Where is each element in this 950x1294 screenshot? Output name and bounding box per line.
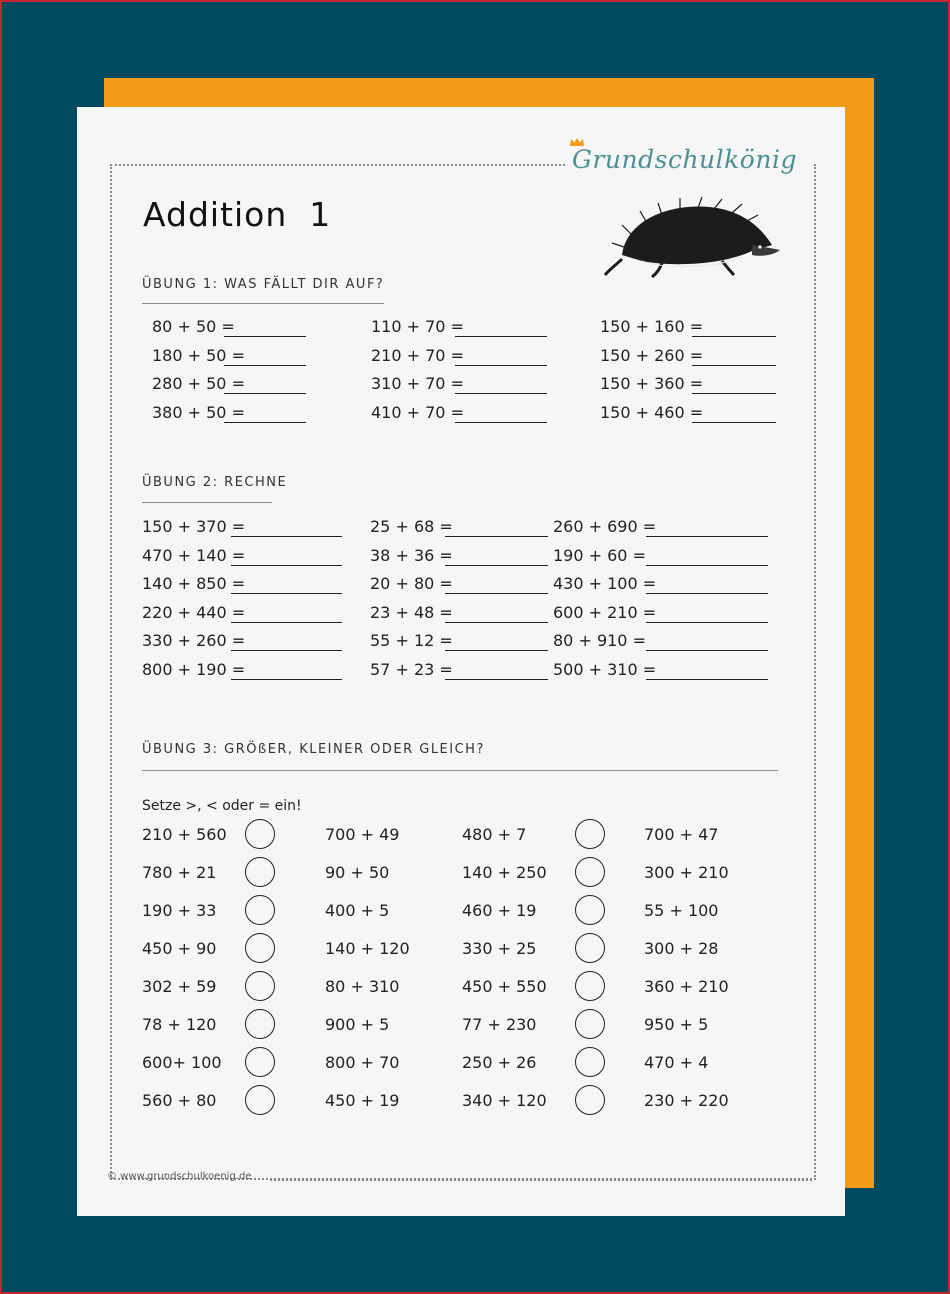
task-expression: 150 + 160 =: [600, 317, 704, 336]
task-expression: 900 + 5: [325, 1015, 390, 1034]
exercise-3-underline: [142, 770, 778, 771]
exercise-3-heading: ÜBUNG 3: GRÖßER, KLEINER ODER GLEICH?: [142, 742, 485, 757]
answer-line[interactable]: [445, 622, 548, 623]
task-expression: 140 + 250: [462, 863, 547, 882]
task-expression: 57 + 23 =: [370, 659, 453, 679]
answer-line[interactable]: [646, 679, 768, 680]
task-expression: 800 + 190 =: [142, 659, 246, 679]
task-expression: 450 + 550: [462, 977, 547, 996]
answer-line[interactable]: [692, 336, 776, 337]
answer-line[interactable]: [692, 422, 776, 423]
task-expression: 80 + 310: [325, 977, 400, 996]
comparison-circle[interactable]: [575, 819, 605, 849]
answer-line[interactable]: [231, 679, 342, 680]
task-expression: 150 + 460 =: [600, 402, 704, 422]
comparison-circle[interactable]: [575, 933, 605, 963]
answer-line[interactable]: [231, 650, 342, 651]
answer-line[interactable]: [231, 536, 342, 537]
task-expression: 180 + 50 =: [152, 345, 245, 365]
comparison-circle[interactable]: [245, 857, 275, 887]
task-expression: 600+ 100: [142, 1053, 222, 1072]
task-expression: 360 + 210: [644, 977, 729, 996]
worksheet-page: [77, 107, 845, 1216]
answer-line[interactable]: [445, 679, 548, 680]
comparison-circle[interactable]: [245, 1085, 275, 1115]
comparison-circle[interactable]: [245, 971, 275, 1001]
answer-line[interactable]: [445, 565, 548, 566]
task-expression: 470 + 140 =: [142, 545, 246, 565]
task-expression: 600 + 210 =: [553, 602, 657, 622]
task-expression: 300 + 28: [644, 939, 719, 958]
task-expression: 55 + 100: [644, 901, 719, 920]
title-word: Addition: [143, 195, 288, 234]
task-expression: 150 + 360 =: [600, 374, 704, 393]
task-expression: 780 + 21: [142, 863, 217, 882]
answer-line[interactable]: [224, 336, 306, 337]
answer-line[interactable]: [455, 393, 547, 394]
task-expression: 800 + 70: [325, 1053, 400, 1072]
answer-line[interactable]: [231, 565, 342, 566]
comparison-circle[interactable]: [245, 1047, 275, 1077]
task-expression: 470 + 4: [644, 1053, 709, 1072]
task-expression: 340 + 120: [462, 1091, 547, 1110]
task-expression: 250 + 26: [462, 1053, 537, 1072]
title-number: 1: [309, 195, 332, 234]
task-expression: 140 + 850 =: [142, 574, 246, 593]
answer-line[interactable]: [445, 650, 548, 651]
task-expression: 90 + 50: [325, 863, 390, 882]
task-expression: 310 + 70 =: [371, 374, 464, 393]
answer-line[interactable]: [646, 536, 768, 537]
exercise-3-instruction: Setze >, < oder = ein!: [142, 798, 302, 814]
answer-line[interactable]: [224, 365, 306, 366]
task-expression: 190 + 60 =: [553, 545, 646, 565]
comparison-circle[interactable]: [575, 895, 605, 925]
answer-line[interactable]: [455, 336, 547, 337]
answer-line[interactable]: [646, 565, 768, 566]
comparison-circle[interactable]: [575, 971, 605, 1001]
task-expression: 20 + 80 =: [370, 574, 453, 593]
task-expression: 560 + 80: [142, 1091, 217, 1110]
task-expression: 330 + 25: [462, 939, 537, 958]
exercise-2-heading: ÜBUNG 2: RECHNE: [142, 475, 288, 490]
task-expression: 500 + 310 =: [553, 659, 657, 679]
task-expression: 38 + 36 =: [370, 545, 453, 565]
task-expression: 55 + 12 =: [370, 631, 453, 650]
task-expression: 25 + 68 =: [370, 517, 453, 536]
task-expression: 23 + 48 =: [370, 602, 453, 622]
task-expression: 80 + 50 =: [152, 317, 235, 336]
answer-line[interactable]: [455, 422, 547, 423]
answer-line[interactable]: [445, 536, 548, 537]
task-expression: 150 + 370 =: [142, 517, 246, 536]
answer-line[interactable]: [231, 593, 342, 594]
task-expression: 700 + 49: [325, 825, 400, 844]
comparison-circle[interactable]: [245, 819, 275, 849]
comparison-circle[interactable]: [245, 895, 275, 925]
answer-line[interactable]: [692, 365, 776, 366]
task-expression: 110 + 70 =: [371, 317, 464, 336]
task-expression: 450 + 19: [325, 1091, 400, 1110]
answer-line[interactable]: [646, 622, 768, 623]
task-expression: 410 + 70 =: [371, 402, 464, 422]
task-expression: 220 + 440 =: [142, 602, 246, 622]
comparison-circle[interactable]: [245, 933, 275, 963]
comparison-circle[interactable]: [575, 857, 605, 887]
exercise-1-underline: [142, 303, 384, 304]
dotted-border-top: [110, 164, 565, 166]
answer-line[interactable]: [224, 393, 306, 394]
page-title: [143, 195, 331, 234]
brand-logo: Grundschulkönig: [572, 145, 797, 174]
task-expression: 480 + 7: [462, 825, 527, 844]
answer-line[interactable]: [231, 622, 342, 623]
task-expression: 430 + 100 =: [553, 574, 657, 593]
task-expression: 78 + 120: [142, 1015, 217, 1034]
footer-dotted-line: [270, 1179, 812, 1181]
task-expression: 400 + 5: [325, 901, 390, 920]
hedgehog-illustration: [602, 195, 782, 281]
comparison-circle[interactable]: [575, 1085, 605, 1115]
task-expression: 380 + 50 =: [152, 402, 245, 422]
answer-line[interactable]: [224, 422, 306, 423]
answer-line[interactable]: [445, 593, 548, 594]
task-expression: 330 + 260 =: [142, 631, 246, 650]
task-expression: 77 + 230: [462, 1015, 537, 1034]
task-expression: 700 + 47: [644, 825, 719, 844]
task-expression: 150 + 260 =: [600, 345, 704, 365]
exercise-1-heading: ÜBUNG 1: WAS FÄLLT DIR AUF?: [142, 277, 385, 292]
task-expression: 80 + 910 =: [553, 631, 646, 650]
task-expression: 302 + 59: [142, 977, 217, 996]
task-expression: 210 + 560: [142, 825, 227, 844]
comparison-circle[interactable]: [575, 1009, 605, 1039]
answer-line[interactable]: [646, 650, 768, 651]
task-expression: 230 + 220: [644, 1091, 729, 1110]
task-expression: 260 + 690 =: [553, 517, 657, 536]
comparison-circle[interactable]: [245, 1009, 275, 1039]
task-expression: 950 + 5: [644, 1015, 709, 1034]
task-expression: 140 + 120: [325, 939, 410, 958]
task-expression: 450 + 90: [142, 939, 217, 958]
task-expression: 280 + 50 =: [152, 374, 245, 393]
task-expression: 190 + 33: [142, 901, 217, 920]
answer-line[interactable]: [692, 393, 776, 394]
answer-line[interactable]: [646, 593, 768, 594]
task-expression: 210 + 70 =: [371, 345, 464, 365]
task-expression: 300 + 210: [644, 863, 729, 882]
footer-copyright: © www.grundschulkoenig.de: [107, 1171, 252, 1182]
answer-line[interactable]: [455, 365, 547, 366]
task-expression: 460 + 19: [462, 901, 537, 920]
exercise-2-underline: [142, 502, 272, 503]
comparison-circle[interactable]: [575, 1047, 605, 1077]
